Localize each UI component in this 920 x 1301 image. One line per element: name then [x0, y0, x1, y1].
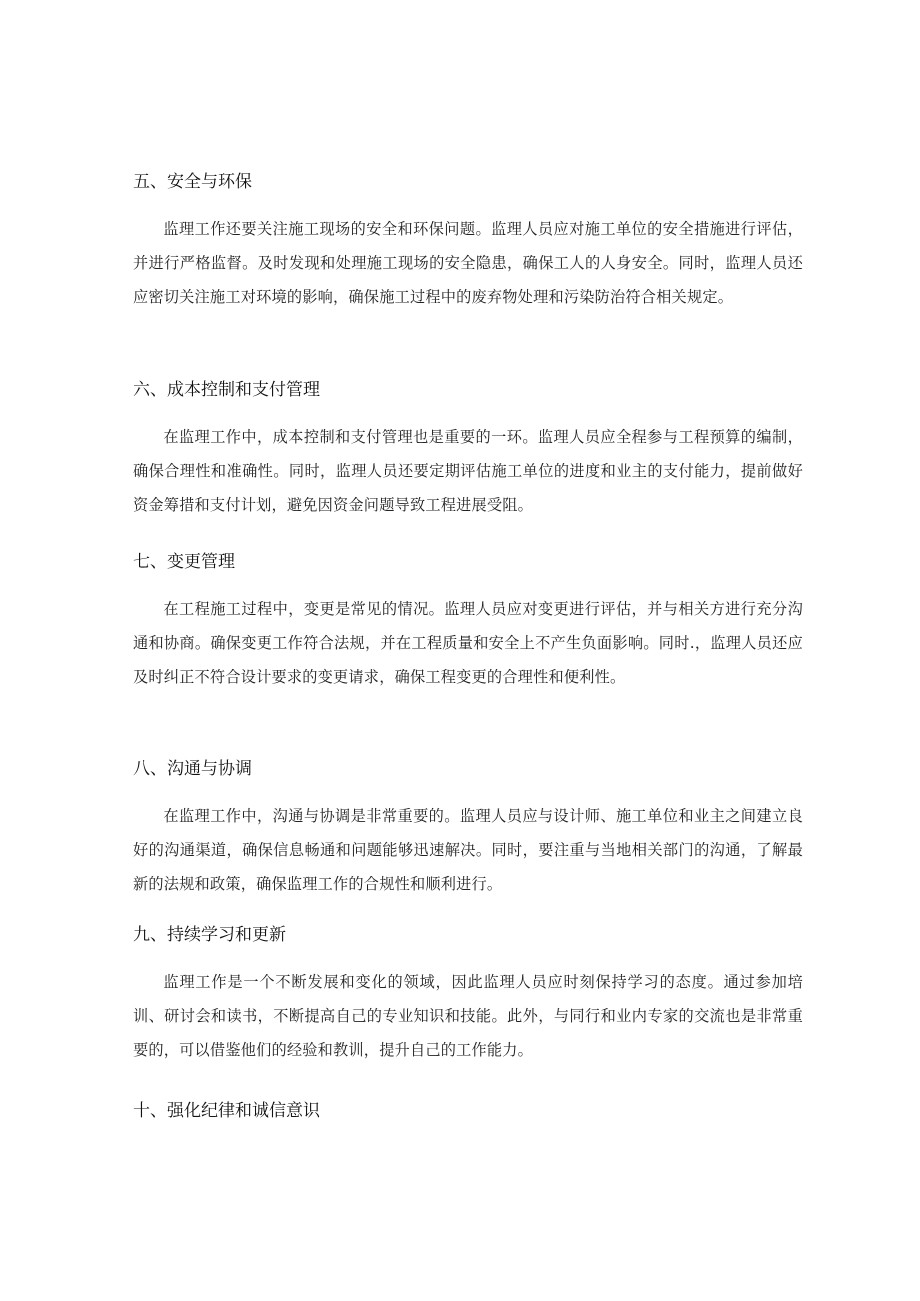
section-heading: 七、变更管理 [133, 552, 235, 572]
section-paragraph: 在监理工作中，成本控制和支付管理也是重要的一环。监理人员应全程参与工程预算的编制，确保合理性和准确性。同时，监理人员还要定期评估施工单位的进度和业主的支付能力，提前做好资金筹措和支付计划，避免因资金问题导致工程进展受阻。 [133, 428, 803, 514]
section-safety-environment [133, 170, 803, 314]
section-heading: 五、安全与环保 [133, 172, 252, 192]
section-paragraph: 监理工作还要关注施工现场的安全和环保问题。监理人员应对施工单位的安全措施进行评估，并进行严格监督。及时发现和处理施工现场的安全隐患，确保工人的人身安全。同时，监理人员还应密切关注施工对环境的影响，确保施工过程中的废弃物处理和污染防治符合相关规定。 [133, 220, 803, 306]
section-heading: 九、持续学习和更新 [133, 925, 286, 945]
section-heading: 六、成本控制和支付管理 [133, 380, 320, 400]
section-cost-payment [133, 378, 803, 522]
section-heading: 十、强化纪律和诚信意识 [133, 1101, 320, 1121]
section-discipline-integrity [133, 1099, 803, 1123]
section-paragraph: 在监理工作中，沟通与协调是非常重要的。监理人员应与设计师、施工单位和业主之间建立良好的沟通渠道，确保信息畅通和问题能够迅速解决。同时，要注重与当地相关部门的沟通，了解最新的法规和政策，确保监理工作的合规性和顺利进行。 [133, 807, 803, 893]
section-heading: 八、沟通与协调 [133, 759, 252, 779]
section-communication [133, 757, 803, 901]
section-continuous-learning [133, 923, 803, 1067]
section-paragraph: 监理工作是一个不断发展和变化的领域，因此监理人员应时刻保持学习的态度。通过参加培训、研讨会和读书，不断提高自己的专业知识和技能。此外，与同行和业内专家的交流也是非常重要的，可以借鉴他们的经验和教训，提升自己的工作能力。 [133, 973, 803, 1059]
section-change-management [133, 550, 803, 694]
section-paragraph: 在工程施工过程中，变更是常见的情况。监理人员应对变更进行评估，并与相关方进行充分沟通和协商。确保变更工作符合法规，并在工程质量和安全上不产生负面影响。同时.，监理人员还应及时纠正不符合设计要求的变更请求，确保工程变更的合理性和便利性。 [133, 600, 803, 686]
